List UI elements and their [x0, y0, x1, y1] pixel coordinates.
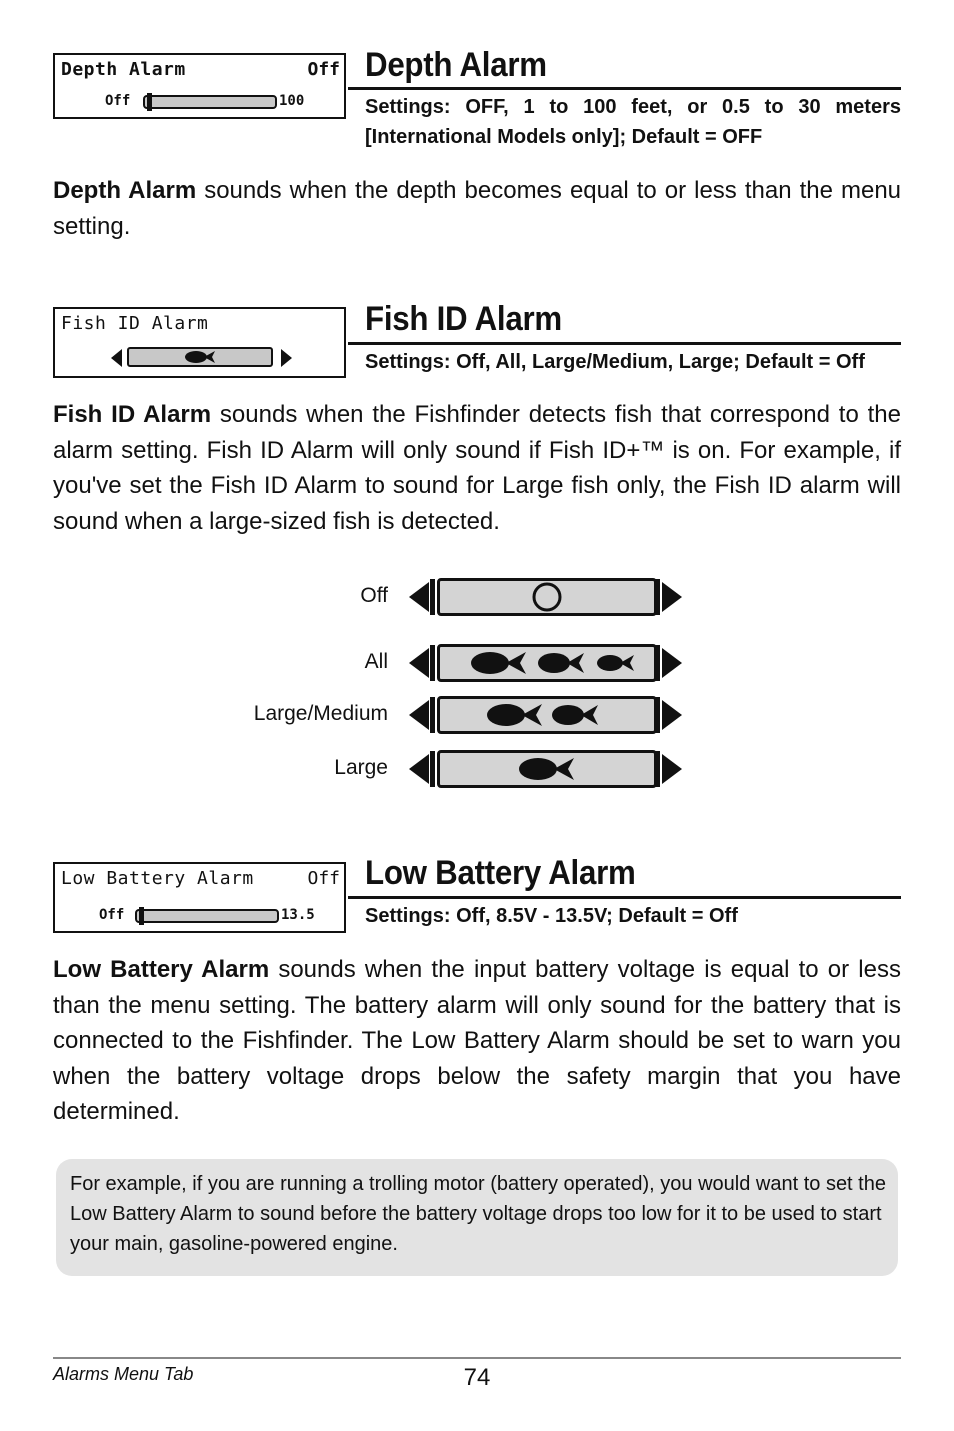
fish-id-alarm-rule [348, 342, 901, 345]
fish-large-icon [512, 753, 582, 785]
low-battery-alarm-settings: Settings: Off, 8.5V - 13.5V; Default = Off [365, 905, 738, 927]
circle-icon [527, 581, 567, 613]
fish-id-widget-fish-icon [183, 350, 217, 364]
track-start-bar [430, 645, 435, 681]
fish-id-option-label-large-medium: Large/Medium [253, 702, 388, 725]
fish-id-option-track-large [437, 750, 657, 788]
track-start-bar [430, 697, 435, 733]
depth-alarm-rule [348, 87, 901, 90]
depth-alarm-menu-title: Depth Alarm [61, 59, 186, 80]
fish-id-alarm-menu-widget [53, 307, 346, 378]
fish-id-widget-track [127, 347, 273, 367]
left-arrow-icon [409, 582, 429, 612]
track-start-bar [430, 751, 435, 787]
fish-id-option-track-large-medium [437, 696, 657, 734]
right-arrow-icon [662, 582, 682, 612]
depth-alarm-slider-knob [147, 93, 152, 111]
fish-large-medium-small-icon [462, 647, 662, 679]
depth-alarm-desc-text: sounds when the depth becomes equal to or less than the menu setting. [53, 177, 902, 240]
depth-alarm-heading: Depth Alarm [365, 46, 547, 84]
low-battery-alarm-desc-bold: Low Battery Alarm [53, 956, 270, 983]
fish-id-alarm-settings: Settings: Off, All, Large/Medium, Large; Default = Off [365, 351, 865, 373]
low-battery-alarm-heading: Low Battery Alarm [365, 854, 636, 892]
page-number: 74 [463, 1364, 491, 1391]
depth-alarm-menu-widget [53, 53, 346, 119]
fish-id-widget-left-arrow-icon [111, 349, 122, 367]
low-battery-alarm-description [53, 952, 901, 1130]
fish-id-widget-right-arrow-icon [281, 349, 292, 367]
depth-alarm-menu-value: Off [307, 59, 340, 80]
fish-id-option-track-all [437, 644, 657, 682]
depth-alarm-slider-min: Off [105, 93, 131, 109]
fish-id-alarm-heading: Fish ID Alarm [365, 300, 562, 338]
depth-alarm-settings: Settings: OFF, 1 to 100 feet, or 0.5 to 30 meters [International Models only]; Default = OFF [365, 96, 901, 148]
right-arrow-icon [662, 700, 682, 730]
track-start-bar [430, 579, 435, 615]
left-arrow-icon [409, 700, 429, 730]
track-end-bar [655, 645, 660, 681]
track-end-bar [655, 697, 660, 733]
low-battery-alarm-slider-min: Off [99, 907, 125, 923]
right-arrow-icon [662, 648, 682, 678]
fish-id-option-label-all: All [364, 650, 388, 673]
fish-id-option-label-off: Off [360, 584, 388, 607]
fish-id-alarm-desc-text: sounds when the Fishfinder detects fish that correspond to the alarm setting. Fish ID Alarm will only sound if Fish ID+™ is on. For example, if you've set the Fish ID Alarm to sound for Large fish only, the Fish ID alarm will sound when a large-sized fish is detected. [53, 401, 901, 535]
footer-section-title: Alarms Menu Tab [53, 1364, 194, 1384]
low-battery-alarm-slider-max: 13.5 [281, 907, 315, 923]
example-note-box [56, 1159, 898, 1276]
right-arrow-icon [662, 754, 682, 784]
footer-rule [53, 1357, 901, 1359]
fish-id-alarm-menu-title: Fish ID Alarm [61, 313, 209, 334]
fish-id-alarm-desc-bold: Fish ID Alarm [53, 401, 212, 428]
track-end-bar [655, 579, 660, 615]
depth-alarm-slider-max: 100 [279, 93, 305, 109]
depth-alarm-slider [143, 95, 277, 109]
left-arrow-icon [409, 648, 429, 678]
depth-alarm-desc-bold: Depth Alarm [53, 177, 197, 204]
track-end-bar [655, 751, 660, 787]
low-battery-alarm-desc-text: sounds when the input battery voltage is equal to or less than the menu setting. The battery alarm will only sound for the battery that is connected to the Fishfinder. The Low Battery Alarm should be set to warn you when the battery voltage drops below the safety margin that you have determined. [53, 956, 901, 1125]
fish-id-alarm-description [53, 397, 901, 539]
fish-id-option-track-off [437, 578, 657, 616]
depth-alarm-description [53, 173, 901, 244]
low-battery-alarm-menu-title: Low Battery Alarm [61, 868, 254, 889]
example-note-text: For example, if you are running a trolling motor (battery operated), you would want to set the Low Battery Alarm to sound before the battery voltage drops too low for it to be used to start your main, gasoline-powered engine. [70, 1173, 886, 1255]
fish-large-medium-icon [480, 699, 610, 731]
fish-id-option-label-large: Large [334, 756, 388, 779]
low-battery-alarm-menu-value: Off [307, 868, 340, 889]
low-battery-alarm-rule [348, 896, 901, 899]
low-battery-alarm-slider-knob [139, 907, 144, 925]
low-battery-alarm-slider [135, 909, 279, 923]
low-battery-alarm-menu-widget [53, 862, 346, 933]
left-arrow-icon [409, 754, 429, 784]
